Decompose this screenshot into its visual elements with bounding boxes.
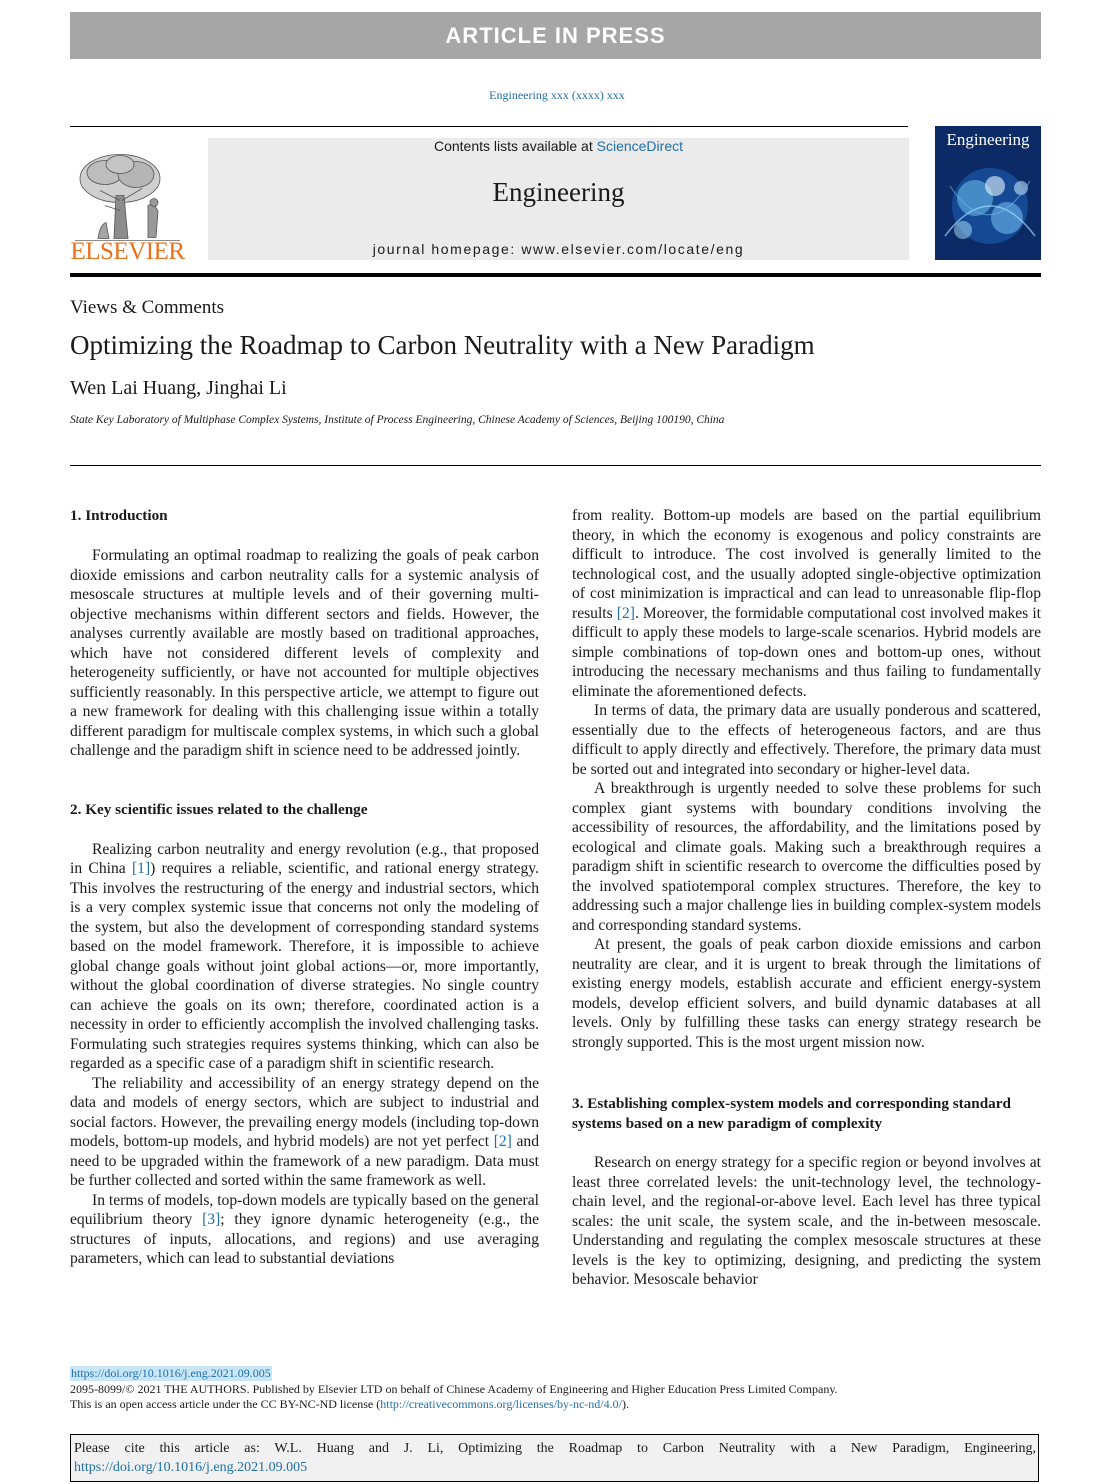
license-prefix: This is an open access article under the CC BY-NC-ND license (	[70, 1397, 381, 1411]
license-line	[70, 1397, 1041, 1412]
article-authors: Wen Lai Huang, Jinghai Li	[70, 377, 287, 399]
paragraph: In terms of data, the primary data are usually ponderous and scattered, essentially due to the effects of heterogeneous factors, and are thus difficult to apply directly and effectively. Therefore, the primary data must be sorted out and integrated into secondary or higher-level data.	[572, 702, 1041, 778]
header-thick-rule	[70, 273, 1041, 277]
abstract-divider	[70, 465, 1041, 466]
journal-title: Engineering	[492, 177, 625, 207]
paragraph	[70, 840, 539, 1074]
doi-link[interactable]: https://doi.org/10.1016/j.eng.2021.09.005	[71, 1366, 271, 1380]
section-heading-key-issues: 2. Key scientific issues related to the challenge	[70, 800, 368, 818]
contents-prefix: Contents lists available at	[433, 138, 597, 154]
journal-homepage[interactable]: journal homepage: www.elsevier.com/locate/eng	[372, 241, 745, 257]
paragraph-text: ) requires a reliable, scientific, and rational energy strategy. This involves the restructuring of the energy and industrial sectors, which is a very complex systemic issue that concerns not only the modeling of the system, but also the development of corresponding standard systems based on the model framework. Therefore, it is impossible to achieve global change goals without joint global actions—or, more importantly, without the global coordination of diverse strategies. No single country can achieve the goals on its own; therefore, coordinated action is a necessity in order to efficiently accomplish the involved challenging tasks. Formulating such strategies requires systems thinking, which can also be regarded as a specific case of a paradigm shift in scientific research.	[70, 860, 539, 1072]
paragraph-text: from reality. Bottom-up models are based on the partial equilibrium theory, in which the economy is exogenous and policy constraints are difficult to introduce. The cost involved is generally limited to the technological cost, and the usually adopted single-objective optimization of cost minimization is impractical and can lead to unreasonable flip-flop results	[572, 507, 1041, 622]
left-text-column	[70, 506, 539, 1269]
citation-text	[74, 1439, 1036, 1477]
journal-reference-link[interactable]: Engineering xxx (xxxx) xxx	[489, 88, 625, 102]
elsevier-wordmark: ELSEVIER	[70, 238, 185, 265]
journal-cover-image	[935, 126, 1041, 260]
sciencedirect-link[interactable]: ScienceDirect	[596, 138, 683, 154]
copyright-line: 2095-8099/© 2021 THE AUTHORS. Published by Elsevier LTD on behalf of Chinese Academy of Engineering and Higher Education Press Limited Company.	[70, 1382, 838, 1396]
paragraph	[70, 1074, 539, 1191]
paragraph-text: . Moreover, the formidable computational cost involved makes it difficult to apply these models to large-scale scenarios. Hybrid models are simple combinations of top-down ones and bottom-up ones, without introducing the necessary mechanisms and thus failing to fundamentally eliminate the aforementioned defects.	[572, 604, 1041, 700]
citation-link[interactable]: [3]	[202, 1211, 221, 1228]
paragraph: At present, the goals of peak carbon dioxide emissions and carbon neutrality are clear, and it is urgent to break through the limitations of existing energy models, establish accurate and efficient energy-system models, develop efficient solvers, and build dynamic databases at all levels. Only by fulfilling these tasks can energy strategy research be strongly supported. This is the most urgent mission now.	[572, 936, 1041, 1051]
article-title: Optimizing the Roadmap to Carbon Neutrality with a New Paradigm	[70, 330, 815, 360]
paragraph	[70, 1191, 539, 1269]
paragraph: Research on energy strategy for a specific region or beyond involves at least three correlated levels: the unit-technology level, the technology-chain level, and the regional-or-above level. Each level has three typical scales: the unit scale, the system scale, and the in-between mesoscale. Understanding and regulating the complex mesoscale structures at these levels is the key to optimizing, designing, and predicting the system behavior. Mesoscale behavior	[572, 1154, 1041, 1288]
license-link[interactable]: http://creativecommons.org/licenses/by-nc-nd/4.0/	[380, 1397, 622, 1411]
contents-available-line	[208, 138, 909, 154]
paragraph-text: The reliability and accessibility of an energy strategy depend on the data and models of energy sectors, which are subject to industrial and social factors. However, the prevailing energy models (including top-down models, bottom-up models, and hybrid models) are not yet perfect	[70, 1074, 539, 1150]
citation-link[interactable]: [2]	[493, 1133, 512, 1150]
citation-doi-link[interactable]: https://doi.org/10.1016/j.eng.2021.09.005	[74, 1460, 308, 1475]
paragraph-text: Realizing carbon neutrality and energy revolution (e.g., that proposed in China	[70, 840, 539, 877]
right-text-column	[572, 506, 1041, 1290]
citation-link[interactable]: [2]	[616, 604, 635, 622]
section-heading-introduction: 1. Introduction	[70, 507, 168, 524]
paragraph: Formulating an optimal roadmap to realizing the goals of peak carbon dioxide emissions and carbon neutrality calls for a systemic analysis of mesoscale structures at multiple levels and of their governing multi-objective mechanisms within different sectors and fields. However, the analyses currently available are mostly based on traditional approaches, which have not considered different levels of complexity and heterogeneity sufficiently, or have not accounted for multiple objectives sufficiently reasonably. In this perspective article, we attempt to figure out a new framework for dealing with this challenging issue within a totally different paradigm for multiscale complex systems, in which such a global challenge and the paradigm shift in science need to be addressed jointly.	[70, 547, 539, 759]
article-in-press-banner: ARTICLE IN PRESS	[70, 12, 1041, 59]
copyright-license	[70, 1382, 1041, 1412]
license-suffix: ).	[621, 1397, 629, 1411]
cover-title: Engineering	[946, 130, 1030, 149]
author-affiliation: State Key Laboratory of Multiphase Complex Systems, Institute of Process Engineering, Chinese Academy of Sciences, Beijing 100190, China	[70, 414, 725, 426]
paragraph-text: ; they ignore dynamic heterogeneity (e.g., the structures of inputs, allocations, and regions) and use averaging parameters, which can lead to substantial deviations	[70, 1211, 539, 1267]
paragraph-text: and need to be upgraded within the framework of a new paradigm. Data must be further collected and sorted within the same framework as well.	[70, 1133, 539, 1189]
article-section-type: Views & Comments	[70, 297, 225, 318]
header-divider	[70, 126, 908, 127]
citation-prefix: Please cite this article as: W.L. Huang and J. Li, Optimizing the Roadmap to Carbon Neutrality with a New Paradigm, Engineering,	[74, 1441, 1036, 1456]
paragraph-text: In terms of models, top-down models are typically based on the general equilibrium theory	[70, 1191, 539, 1228]
citation-link[interactable]: [1]	[131, 860, 151, 877]
paragraph: A breakthrough is urgently needed to solve these problems for such complex giant systems with boundary conditions involving the accessibility of resources, the affordability, and the limitations posed by ecological and climate goals. Making such a breakthrough requires a paradigm shift in scientific research to overcome the difficulties posed by the involved spatiotemporal complex structures. Therefore, the key to addressing such a major challenge lies in building complex-system models and corresponding standard systems.	[572, 780, 1041, 934]
section-heading-complex-system-models: 3. Establishing complex-system models and corresponding standard systems based on a new paradigm of complexity	[572, 1095, 1011, 1132]
paragraph	[572, 506, 1041, 701]
